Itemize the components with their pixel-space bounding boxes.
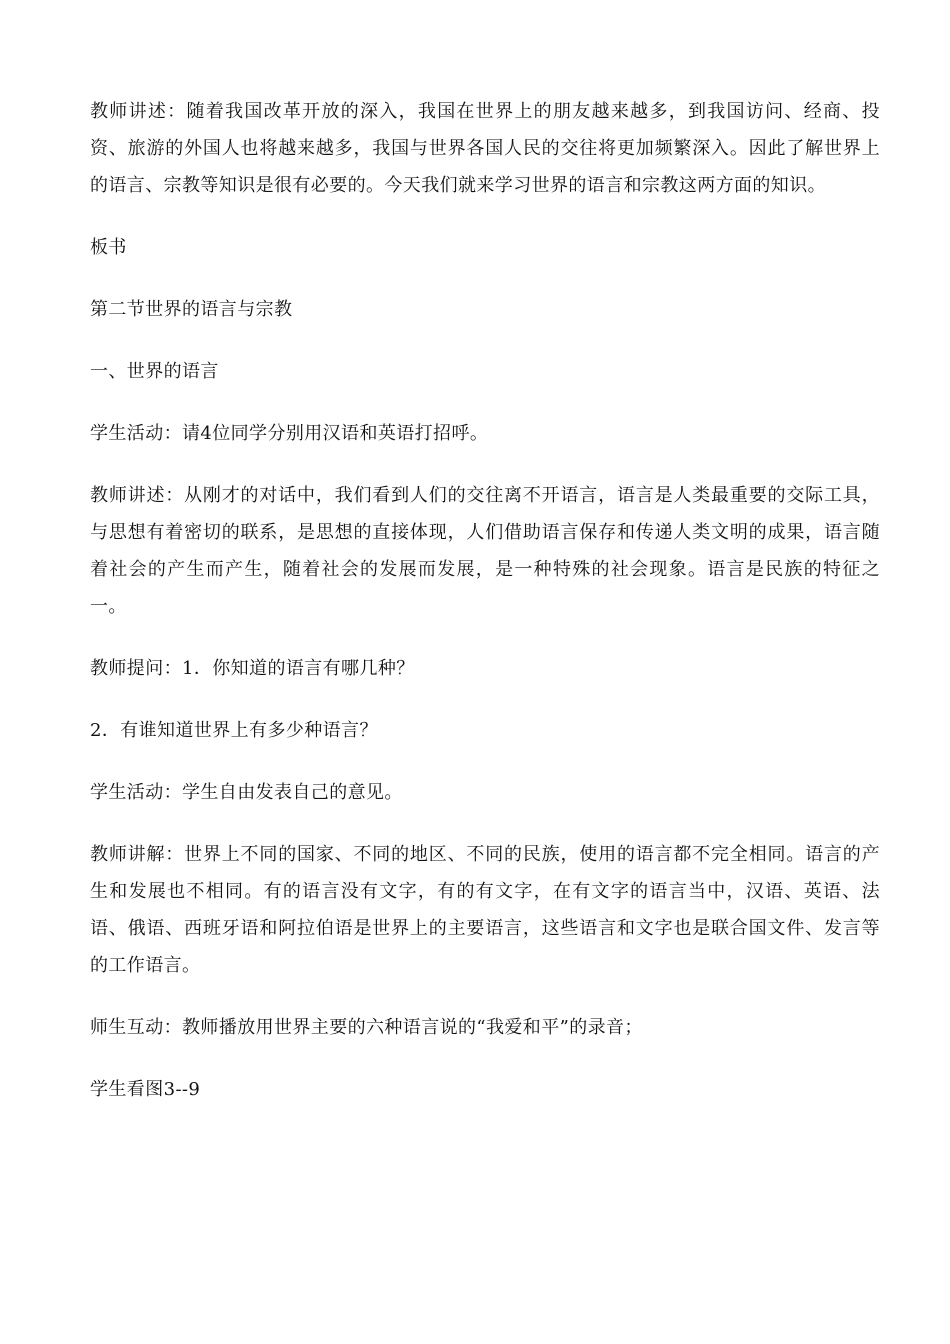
paragraph-teacher-question-2: 2．有谁知道世界上有多少种语言？ (90, 720, 378, 741)
document-page (90, 93, 880, 1133)
paragraph-view-figure: 学生看图3--9 (90, 1079, 201, 1100)
paragraph-teacher-explain-language: 教师讲述：从刚才的对话中，我们看到人们的交往离不开语言，语言是人类最重要的交际工具，与思想有着密切的联系，是思想的直接体现，人们借助语言保存和传递人类文明的成果，语言随着社会的产生而产生，随着社会的发展而发展，是一种特殊的社会现象。语言是民族的特征之一。 (90, 485, 880, 617)
paragraph-teacher-intro: 教师讲述：随着我国改革开放的深入，我国在世界上的朋友越来越多，到我国访问、经商、投资、旅游的外国人也将越来越多，我国与世界各国人民的交往将更加频繁深入。因此了解世界上的语言、宗教等知识是很有必要的。今天我们就来学习世界的语言和宗教这两方面的知识。 (90, 101, 880, 196)
paragraph-blackboard: 板书 (90, 237, 127, 258)
paragraph-teacher-question-1: 教师提问：1．你知道的语言有哪几种？ (90, 658, 415, 679)
section-title: 第二节世界的语言与宗教 (90, 299, 293, 320)
paragraph-teacher-lecture: 教师讲解：世界上不同的国家、不同的地区、不同的民族，使用的语言都不完全相同。语言的产生和发展也不相同。有的语言没有文字，有的有文字，在有文字的语言当中，汉语、英语、法语、俄语、西班牙语和阿拉伯语是世界上的主要语言，这些语言和文字也是联合国文件、发言等的工作语言。 (90, 844, 880, 976)
paragraph-interaction: 师生互动：教师播放用世界主要的六种语言说的“我爱和平”的录音； (90, 1017, 643, 1038)
paragraph-student-activity-2: 学生活动：学生自由发表自己的意见。 (90, 782, 403, 803)
subsection-title: 一、世界的语言 (90, 361, 219, 382)
paragraph-student-activity-1: 学生活动：请4位同学分别用汉语和英语打招呼。 (90, 423, 489, 444)
